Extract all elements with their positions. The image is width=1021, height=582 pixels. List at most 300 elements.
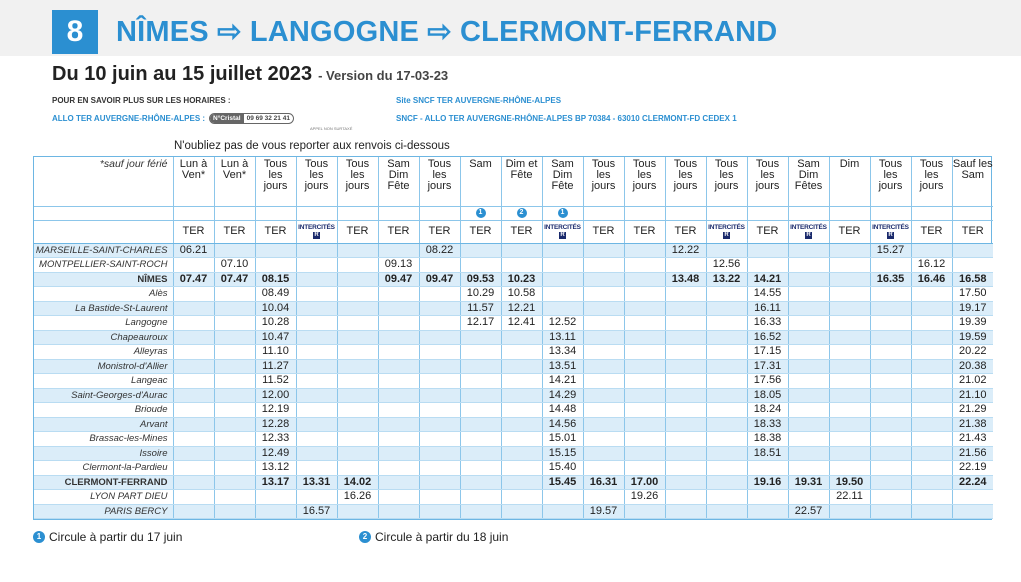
note-cell: [337, 206, 378, 220]
time-cell: [337, 432, 378, 447]
time-cell: [501, 432, 542, 447]
station-name: NÎMES: [34, 272, 173, 287]
time-cell: [911, 388, 952, 403]
train-type-label: TER: [756, 225, 779, 237]
time-cell: [624, 330, 665, 345]
more-info-label: POUR EN SAVOIR PLUS SUR LES HORAIRES :: [52, 96, 231, 105]
time-cell: [460, 388, 501, 403]
time-cell: [378, 374, 419, 389]
time-cell: [911, 345, 952, 360]
time-cell: [419, 258, 460, 273]
time-cell: 18.51: [747, 446, 788, 461]
time-cell: [501, 374, 542, 389]
time-cell: 18.05: [747, 388, 788, 403]
time-cell: [296, 258, 337, 273]
station-row: [34, 432, 993, 447]
time-cell: [337, 330, 378, 345]
time-cell: [542, 504, 583, 519]
time-cell: [501, 403, 542, 418]
time-cell: 08.49: [255, 287, 296, 302]
station-row: [34, 417, 993, 432]
time-cell: 16.31: [583, 475, 624, 490]
time-cell: [706, 374, 747, 389]
footnote-badge: 2: [359, 531, 371, 543]
time-cell: 17.15: [747, 345, 788, 360]
time-cell: [419, 345, 460, 360]
station-name: Alleyras: [34, 345, 173, 360]
station-row: [34, 403, 993, 418]
cristal-number-badge[interactable]: [209, 113, 294, 124]
time-cell: [378, 330, 419, 345]
allo-ter-line: [52, 113, 294, 124]
time-cell: 18.38: [747, 432, 788, 447]
time-cell: [706, 403, 747, 418]
time-cell: [788, 243, 829, 258]
time-cell: [460, 359, 501, 374]
day-header: Sam Dim Fêtes: [788, 157, 829, 206]
time-cell: [542, 287, 583, 302]
time-cell: [378, 461, 419, 476]
time-cell: [665, 330, 706, 345]
day-header: Tous les jours: [583, 157, 624, 206]
station-row: [34, 272, 993, 287]
time-cell: 18.24: [747, 403, 788, 418]
train-type-label: TER: [387, 225, 410, 237]
time-cell: [665, 316, 706, 331]
time-cell: [583, 388, 624, 403]
time-cell: [706, 243, 747, 258]
time-cell: [624, 403, 665, 418]
time-cell: [952, 243, 993, 258]
time-cell: [255, 243, 296, 258]
time-cell: 15.15: [542, 446, 583, 461]
time-cell: 13.17: [255, 475, 296, 490]
time-cell: [296, 446, 337, 461]
site-link[interactable]: Site SNCF TER AUVERGNE-RHÔNE-ALPES: [396, 96, 562, 105]
time-cell: 09.13: [378, 258, 419, 273]
time-cell: 08.22: [419, 243, 460, 258]
time-cell: [788, 374, 829, 389]
time-cell: [788, 388, 829, 403]
time-cell: [747, 490, 788, 505]
time-cell: 19.16: [747, 475, 788, 490]
route-title: NÎMES ⇨ LANGOGNE ⇨ CLERMONT-FERRAND: [116, 16, 778, 48]
time-cell: [173, 504, 214, 519]
timetable: [33, 156, 992, 520]
appel-note: APPEL NON SURTAXÉ: [310, 126, 353, 131]
time-cell: 07.10: [214, 258, 255, 273]
time-cell: [419, 374, 460, 389]
time-cell: [214, 287, 255, 302]
time-cell: [952, 490, 993, 505]
time-cell: 19.17: [952, 301, 993, 316]
note-cell: [378, 206, 419, 220]
station-row: [34, 446, 993, 461]
time-cell: [829, 374, 870, 389]
time-cell: [173, 490, 214, 505]
station-row: [34, 287, 993, 302]
time-cell: [501, 330, 542, 345]
time-cell: [788, 461, 829, 476]
time-cell: 10.23: [501, 272, 542, 287]
time-cell: [624, 388, 665, 403]
time-cell: [829, 345, 870, 360]
intercites-r-mark: R: [888, 231, 893, 238]
time-cell: [460, 258, 501, 273]
time-cell: [214, 316, 255, 331]
days-header-row: [34, 157, 993, 206]
time-cell: [296, 461, 337, 476]
time-cell: [788, 432, 829, 447]
intercites-logo: [872, 224, 909, 239]
time-cell: [788, 417, 829, 432]
time-cell: 16.33: [747, 316, 788, 331]
time-cell: [460, 243, 501, 258]
time-cell: [706, 330, 747, 345]
time-cell: [706, 446, 747, 461]
cristal-number: 09 69 32 21 41: [246, 115, 290, 122]
time-cell: [460, 330, 501, 345]
time-cell: [419, 504, 460, 519]
time-cell: [583, 258, 624, 273]
train-type-label: TER: [920, 225, 943, 237]
station-name: La Bastide-St-Laurent: [34, 301, 173, 316]
time-cell: [829, 504, 870, 519]
note-cell: [952, 206, 993, 220]
time-cell: [624, 461, 665, 476]
time-cell: [501, 345, 542, 360]
note-cell: [173, 206, 214, 220]
train-type-label: TER: [510, 225, 533, 237]
time-cell: [665, 490, 706, 505]
train-type-label: TER: [838, 225, 861, 237]
note-cell: [665, 206, 706, 220]
renvois-note: N'oubliez pas de vous reporter aux renvois ci-dessous: [174, 140, 450, 152]
time-cell: [460, 432, 501, 447]
time-cell: [829, 287, 870, 302]
time-cell: [911, 374, 952, 389]
time-cell: 15.40: [542, 461, 583, 476]
time-cell: [665, 461, 706, 476]
time-cell: 19.31: [788, 475, 829, 490]
postal-address: SNCF - ALLO TER AUVERGNE-RHÔNE-ALPES BP 70384 - 63010 CLERMONT-FD CEDEX 1: [396, 114, 737, 123]
time-cell: 12.21: [501, 301, 542, 316]
time-cell: 14.21: [747, 272, 788, 287]
station-row: [34, 490, 993, 505]
time-cell: [583, 417, 624, 432]
time-cell: [296, 432, 337, 447]
time-cell: [624, 258, 665, 273]
time-cell: 21.38: [952, 417, 993, 432]
station-name: PARIS BERCY: [34, 504, 173, 519]
time-cell: 21.29: [952, 403, 993, 418]
time-cell: 14.21: [542, 374, 583, 389]
time-cell: [542, 490, 583, 505]
time-cell: 12.28: [255, 417, 296, 432]
time-cell: [501, 243, 542, 258]
note-cell: [911, 206, 952, 220]
train-type: [542, 220, 583, 243]
time-cell: [173, 403, 214, 418]
time-cell: [788, 446, 829, 461]
time-cell: [501, 461, 542, 476]
time-cell: 11.10: [255, 345, 296, 360]
time-cell: [624, 417, 665, 432]
station-row: [34, 345, 993, 360]
time-cell: 21.56: [952, 446, 993, 461]
station-name: Brioude: [34, 403, 173, 418]
station-row: [34, 301, 993, 316]
time-cell: [624, 345, 665, 360]
period-text: Du 10 juin au 15 juillet 2023: [52, 63, 313, 85]
footnote-text: Circule à partir du 17 juin: [49, 530, 183, 544]
time-cell: 14.55: [747, 287, 788, 302]
time-cell: [419, 330, 460, 345]
time-cell: 12.41: [501, 316, 542, 331]
time-cell: [214, 345, 255, 360]
time-cell: [788, 272, 829, 287]
time-cell: [829, 417, 870, 432]
time-cell: 12.49: [255, 446, 296, 461]
train-type: [214, 220, 255, 243]
intercites-logo: [544, 224, 581, 239]
time-cell: [214, 388, 255, 403]
day-header: Tous les jours: [419, 157, 460, 206]
time-cell: [214, 461, 255, 476]
footnote-badge: 1: [33, 531, 45, 543]
time-cell: 14.56: [542, 417, 583, 432]
train-type: [788, 220, 829, 243]
time-cell: [378, 446, 419, 461]
time-cell: [296, 301, 337, 316]
time-cell: [706, 490, 747, 505]
intercites-text: INTERCITÉS: [298, 223, 335, 231]
station-name: CLERMONT-FERRAND: [34, 475, 173, 490]
train-type: [583, 220, 624, 243]
time-cell: [583, 330, 624, 345]
time-cell: 12.00: [255, 388, 296, 403]
train-type-label: TER: [223, 225, 246, 237]
note-cell: [788, 206, 829, 220]
time-cell: 07.47: [214, 272, 255, 287]
time-cell: [173, 417, 214, 432]
day-header: Sauf les Sam: [952, 157, 993, 206]
time-cell: [911, 490, 952, 505]
time-cell: [583, 345, 624, 360]
time-cell: [337, 359, 378, 374]
time-cell: [460, 374, 501, 389]
time-cell: [706, 316, 747, 331]
time-cell: [706, 345, 747, 360]
time-cell: 13.31: [296, 475, 337, 490]
intercites-r-mark: R: [560, 231, 565, 238]
time-cell: [378, 388, 419, 403]
time-cell: [542, 272, 583, 287]
time-cell: [583, 287, 624, 302]
time-cell: [624, 504, 665, 519]
time-cell: [173, 446, 214, 461]
time-cell: [706, 475, 747, 490]
time-cell: [624, 374, 665, 389]
time-cell: [706, 504, 747, 519]
time-cell: [829, 272, 870, 287]
time-cell: [378, 287, 419, 302]
day-header: Tous les jours: [870, 157, 911, 206]
time-cell: [788, 301, 829, 316]
time-cell: [706, 432, 747, 447]
time-cell: [624, 446, 665, 461]
time-cell: [624, 316, 665, 331]
time-cell: 18.33: [747, 417, 788, 432]
time-cell: [788, 490, 829, 505]
time-cell: [952, 504, 993, 519]
time-cell: [870, 301, 911, 316]
time-cell: 20.38: [952, 359, 993, 374]
time-cell: [214, 243, 255, 258]
time-cell: [788, 403, 829, 418]
time-cell: 16.35: [870, 272, 911, 287]
time-cell: [460, 417, 501, 432]
time-cell: [419, 475, 460, 490]
time-cell: 06.21: [173, 243, 214, 258]
train-type-label: TER: [428, 225, 451, 237]
time-cell: [911, 403, 952, 418]
time-cell: [788, 316, 829, 331]
time-cell: [829, 461, 870, 476]
time-cell: [665, 258, 706, 273]
time-cell: [665, 374, 706, 389]
time-cell: 22.19: [952, 461, 993, 476]
time-cell: [829, 403, 870, 418]
time-cell: [870, 287, 911, 302]
station-name: LYON PART DIEU: [34, 490, 173, 505]
time-cell: [911, 417, 952, 432]
time-cell: [501, 388, 542, 403]
time-cell: [747, 258, 788, 273]
train-type-label: TER: [633, 225, 656, 237]
time-cell: [173, 330, 214, 345]
time-cell: [829, 388, 870, 403]
time-cell: [624, 359, 665, 374]
time-cell: 14.48: [542, 403, 583, 418]
footnote-2: [359, 530, 508, 544]
time-cell: [583, 490, 624, 505]
time-cell: [419, 417, 460, 432]
time-cell: [460, 490, 501, 505]
train-type: [501, 220, 542, 243]
time-cell: [870, 330, 911, 345]
time-cell: [460, 403, 501, 418]
time-cell: 09.47: [419, 272, 460, 287]
time-cell: [665, 504, 706, 519]
station-row: [34, 316, 993, 331]
time-cell: 07.47: [173, 272, 214, 287]
train-type: [460, 220, 501, 243]
intercites-r-mark: R: [724, 231, 729, 238]
time-cell: [788, 287, 829, 302]
time-cell: [173, 388, 214, 403]
time-cell: [378, 475, 419, 490]
time-cell: [788, 258, 829, 273]
time-cell: 17.50: [952, 287, 993, 302]
time-cell: [419, 316, 460, 331]
station-row: [34, 461, 993, 476]
note-cell: [542, 206, 583, 220]
day-header: Sam Dim Fête: [378, 157, 419, 206]
time-cell: [583, 461, 624, 476]
time-cell: [501, 446, 542, 461]
time-cell: [747, 504, 788, 519]
time-cell: 12.17: [460, 316, 501, 331]
station-row: [34, 475, 993, 490]
intercites-logo: [790, 224, 827, 239]
time-cell: 09.53: [460, 272, 501, 287]
time-cell: 13.11: [542, 330, 583, 345]
time-cell: 16.58: [952, 272, 993, 287]
time-cell: [870, 359, 911, 374]
time-cell: 17.00: [624, 475, 665, 490]
time-cell: [911, 243, 952, 258]
train-type-label: TER: [182, 225, 205, 237]
time-cell: [460, 461, 501, 476]
time-cell: [583, 403, 624, 418]
time-cell: [870, 432, 911, 447]
time-cell: 16.12: [911, 258, 952, 273]
intercites-text: INTERCITÉS: [708, 223, 745, 231]
train-type: [870, 220, 911, 243]
time-cell: [255, 490, 296, 505]
intercites-text: INTERCITÉS: [872, 223, 909, 231]
corner-label: *sauf jour férié: [34, 157, 173, 206]
station-name: Brassac-les-Mines: [34, 432, 173, 447]
time-cell: [583, 359, 624, 374]
time-cell: [911, 432, 952, 447]
day-header: Sam: [460, 157, 501, 206]
day-header: Tous les jours: [255, 157, 296, 206]
time-cell: 14.02: [337, 475, 378, 490]
time-cell: [788, 359, 829, 374]
cristal-label: N°Cristal: [210, 114, 244, 123]
timetable-grid: [34, 157, 993, 519]
time-cell: [870, 417, 911, 432]
time-cell: [542, 243, 583, 258]
time-cell: [829, 316, 870, 331]
time-cell: [911, 330, 952, 345]
train-type: [378, 220, 419, 243]
station-row: [34, 374, 993, 389]
time-cell: 17.31: [747, 359, 788, 374]
train-type-label: TER: [592, 225, 615, 237]
time-cell: [911, 446, 952, 461]
note-cell: [255, 206, 296, 220]
time-cell: [296, 243, 337, 258]
time-cell: [419, 388, 460, 403]
station-name: MONTPELLIER-SAINT-ROCH: [34, 258, 173, 273]
intercites-text: INTERCITÉS: [544, 223, 581, 231]
time-cell: 13.48: [665, 272, 706, 287]
time-cell: [542, 301, 583, 316]
time-cell: 16.57: [296, 504, 337, 519]
time-cell: 22.11: [829, 490, 870, 505]
note-cell: [829, 206, 870, 220]
types-blank: [34, 220, 173, 243]
train-type: [706, 220, 747, 243]
time-cell: [214, 504, 255, 519]
time-cell: [624, 432, 665, 447]
time-cell: [583, 316, 624, 331]
time-cell: 10.29: [460, 287, 501, 302]
time-cell: [337, 461, 378, 476]
